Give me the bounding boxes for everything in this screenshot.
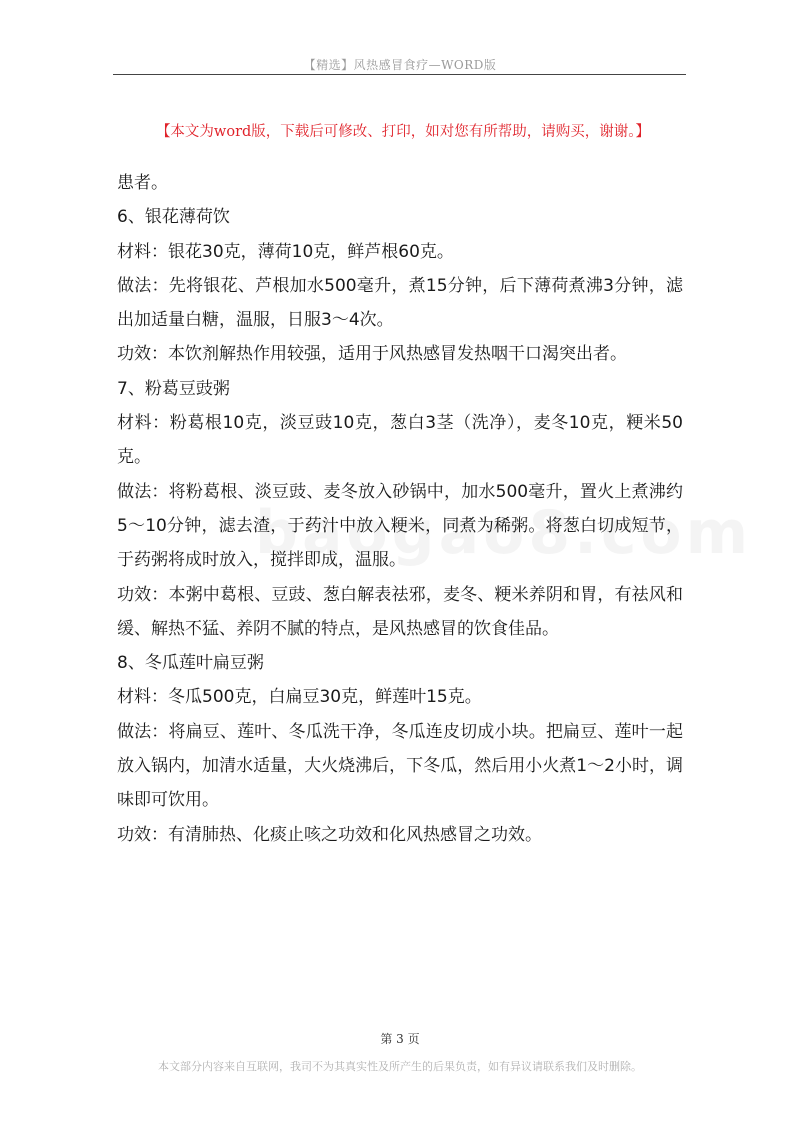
paragraph: 功效：本粥中葛根、豆豉、葱白解表祛邪，麦冬、粳米养阴和胃，有祛风和缓、解热不猛、养阴不腻的特点，是风热感冒的饮食佳品。 (117, 584, 683, 639)
section-heading: 8、冬瓜莲叶扁豆粥 (117, 653, 264, 674)
section-heading: 7、粉葛豆豉粥 (117, 378, 230, 399)
paragraph: 做法：将粉葛根、淡豆豉、麦冬放入砂锅中，加水500毫升，置火上煮沸约5～10分钟，滤去渣，于药汁中放入粳米，同煮为稀粥。将葱白切成短节，于药粥将成时放入，搅拌即成，温服。 (117, 481, 683, 571)
footer-disclaimer: 本文部分内容来自互联网，我司不为其真实性及所产生的后果负责，如有异议请联系我们及时删除。 (158, 1060, 642, 1073)
document-body (117, 166, 683, 852)
header-divider (113, 74, 686, 75)
paragraph: 做法：先将银花、芦根加水500毫升，煮15分钟，后下薄荷煮沸3分钟，滤出加适量白糖，温服，日服3～4次。 (117, 275, 683, 331)
paragraph: 患者。 (117, 173, 168, 193)
page-header: 【精选】风热感冒食疗—WORD版 (303, 58, 497, 72)
purchase-notice: 【本文为word版，下载后可修改、打印，如对您有所帮助，请购买，谢谢。】 (155, 124, 651, 140)
paragraph: 材料：银花30克，薄荷10克，鲜芦根60克。 (117, 241, 454, 262)
section-heading: 6、银花薄荷饮 (117, 207, 230, 228)
page-number: 第 3 页 (380, 1032, 420, 1046)
paragraph: 功效：本饮剂解热作用较强，适用于风热感冒发热咽干口渴突出者。 (117, 344, 627, 365)
paragraph: 材料：冬瓜500克，白扁豆30克，鲜莲叶15克。 (117, 687, 482, 708)
paragraph: 做法：将扁豆、莲叶、冬瓜洗干净，冬瓜连皮切成小块。把扁豆、莲叶一起放入锅内，加清水适量，大火烧沸后，下冬瓜，然后用小火煮1～2小时，调味即可饮用。 (117, 721, 683, 811)
paragraph: 功效：有清肺热、化痰止咳之功效和化风热感冒之功效。 (117, 824, 542, 845)
paragraph: 材料：粉葛根10克，淡豆豉10克，葱白3茎（洗净），麦冬10克，粳米50克。 (117, 413, 683, 468)
